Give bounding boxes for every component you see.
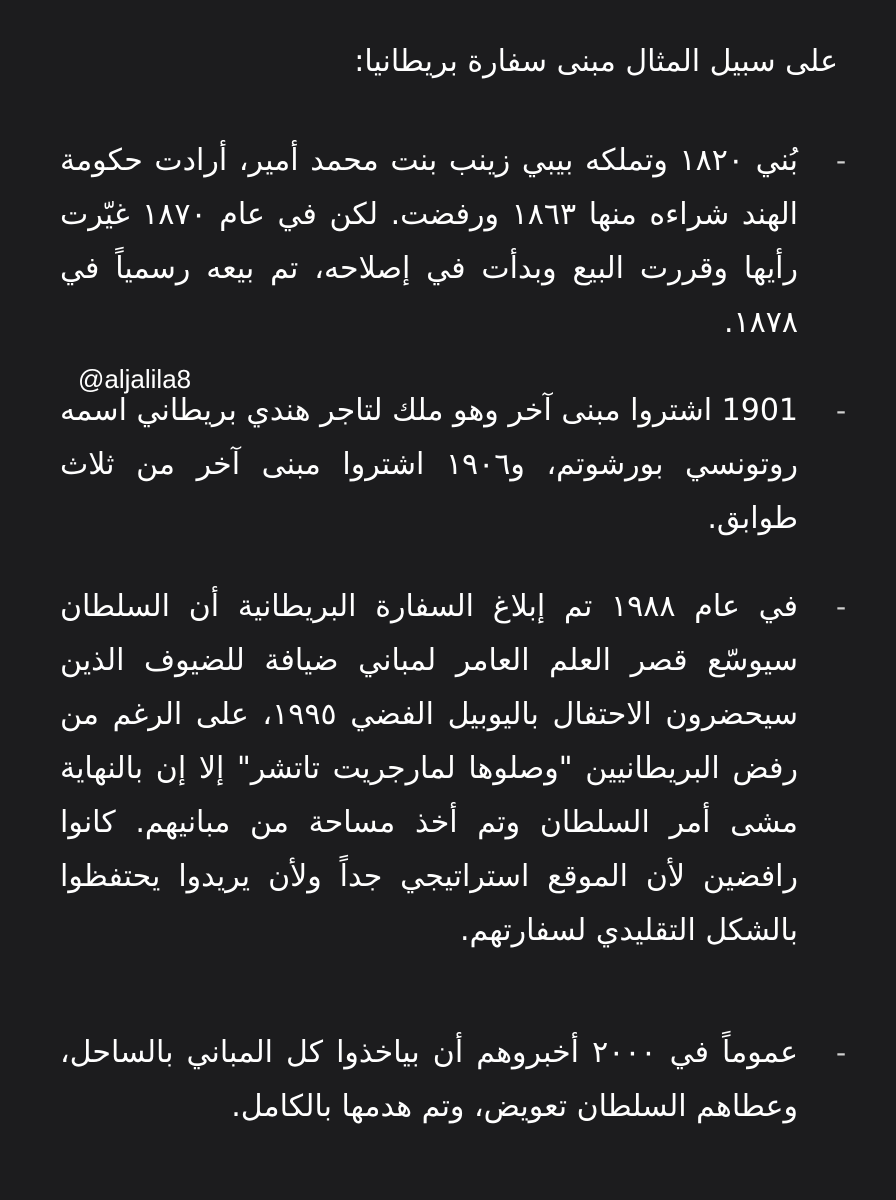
bullet-dash: -: [835, 590, 847, 623]
list-item-text: في عام ١٩٨٨ تم إبلاغ السفارة البريطانية أن السلطان سيوسّع قصر العلم العامر لمباني ضيافة للضيوف الذين سيحضرون الاحتفال باليوبيل الفضي ١٩٩٥، على الرغم من رفض البريطانيين "وصلوها لمارجريت تاتشر" إلا إن بالنهاية مشى أمر السلطان وتم أخذ مساحة من مبانيهم. كانوا رافضين لأن الموقع استراتيجي جداً ولأن يريدوا يحتفظوا بالشكل التقليدي لسفارتهم.: [60, 589, 798, 948]
bullet-dash: -: [835, 394, 847, 427]
list-item-text: بُني ١٨٢٠ وتملكه بيبي زينب بنت محمد أمير، أرادت حكومة الهند شراءه منها ١٨٦٣ ورفضت. لكن في عام ١٨٧٠ غيّرت رأيها وقررت البيع وبدأت في إصلاحه، تم بيعه رسمياً في ١٨٧٨.: [60, 143, 798, 340]
list-item: [40, 580, 856, 958]
list-item: [40, 384, 856, 546]
bullet-dash: -: [835, 144, 847, 177]
list-item-text: عموماً في ٢٠٠٠ أخبروهم أن بياخذوا كل المباني بالساحل، وعطاهم السلطان تعويض، وتم هدمها بالكامل.: [60, 1035, 798, 1124]
document-heading: على سبيل المثال مبنى سفارة بريطانيا:: [354, 44, 838, 79]
list-item-text: 1901 اشتروا مبنى آخر وهو ملك لتاجر هندي بريطاني اسمه روتونسي بورشوتم، و١٩٠٦ اشتروا مبنى آخر من ثلاث طوابق.: [60, 393, 798, 536]
list-item: [40, 134, 856, 350]
bullet-dash: -: [835, 1036, 847, 1069]
watermark-handle: @aljalila8: [78, 364, 192, 394]
list-item: [40, 1026, 856, 1134]
